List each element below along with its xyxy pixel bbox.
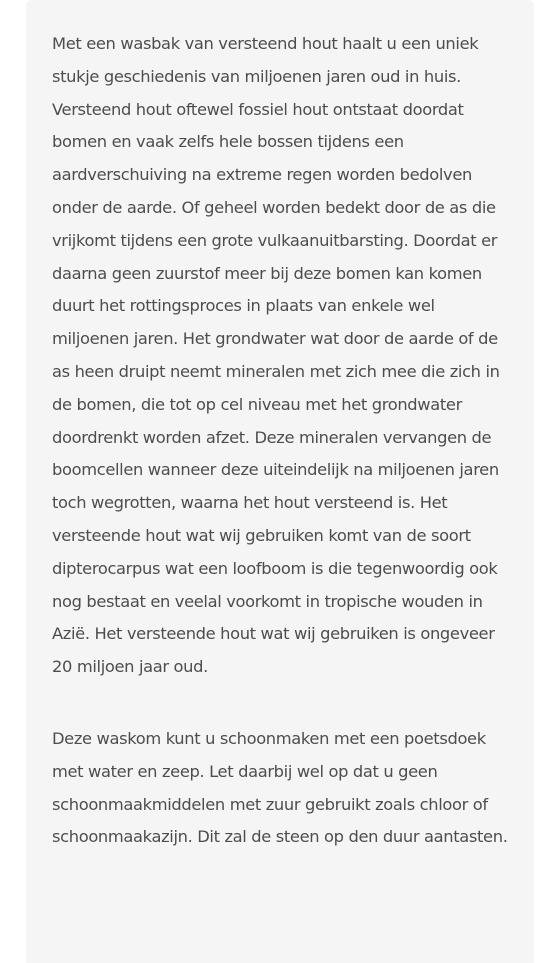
product-description-card — [26, 0, 534, 963]
description-paragraph-history: Met een wasbak van versteend hout haalt u een uniek stukje geschiedenis van miljoenen jaren oud in huis. Versteend hout oftewel fossiel hout ontstaat doordat bomen en vaak zelfs hele bossen tijdens een aardverschuiving na extreme regen worden bedolven onder de aarde. Of geheel worden bedekt door de as die vrijkomt tijdens een grote vulkaanuitbarsting. Doordat er daarna geen zuurstof meer bij deze bomen kan komen duurt het rottingsproces in plaats van enkele wel miljoenen jaren. Het grondwater wat door de aarde of de as heen druipt neemt mineralen met zich mee die zich in de bomen, die tot op cel niveau met het grondwater doordrenkt worden afzet. Deze mineralen vervangen de boomcellen wanneer deze uiteindelijk na miljoenen jaren toch wegrotten, waarna het hout versteend is. Het versteende hout wat wij gebruiken komt van de soort dipterocarpus wat een loofboom is die tegenwoordig ook nog bestaat en veelal voorkomt in tropische wouden in Azië. Het versteende hout wat wij gebruiken is ongeveer 20 miljoen jaar oud. — [52, 34, 500, 677]
description-paragraph-cleaning: Deze waskom kunt u schoonmaken met een poetsdoek met water en zeep. Let daarbij wel op dat u geen schoonmaakmiddelen met zuur gebruikt zoals chloor of schoonmaakazijn. Dit zal de steen op den duur aantasten. — [52, 728, 508, 847]
